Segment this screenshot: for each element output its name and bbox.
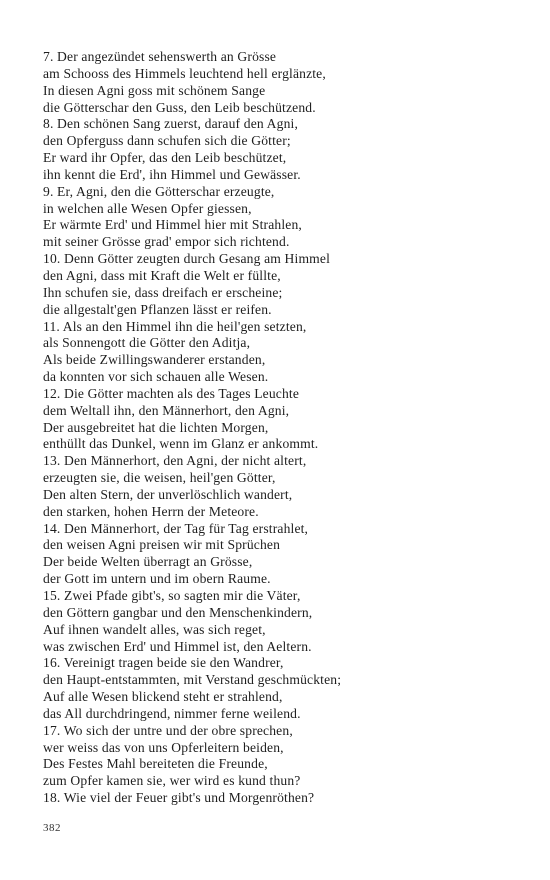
text-line: den Agni, dass mit Kraft die Welt er füllte, [43,267,281,283]
text-line: der Gott im untern und im obern Raume. [43,571,271,587]
text-line: da konnten vor sich schauen alle Wesen. [43,369,269,385]
text-line: mit seiner Grösse grad' empor sich richtend. [43,234,290,250]
poem-text [43,49,513,807]
text-line: den Haupt-entstammten, mit Verstand geschmückten; [43,672,342,688]
text-line: 12. Die Götter machten als des Tages Leuchte [43,385,300,401]
text-line: Auf alle Wesen blickend steht er strahlend, [43,689,283,705]
text-line: Auf ihnen wandelt alles, was sich reget, [43,621,266,637]
text-line: als Sonnengott die Götter den Aditja, [43,335,251,351]
text-line: den Opferguss dann schufen sich die Götter; [43,133,291,149]
text-line: 15. Zwei Pfade gibt's, so sagten mir die Väter, [43,588,301,603]
text-line: Ihn schufen sie, dass dreifach er erscheine; [43,284,283,300]
text-line: am Schooss des Himmels leuchtend hell erglänzte, [43,65,326,81]
text-line: zum Opfer kamen sie, wer wird es kund thun? [43,773,301,789]
text-line: 14. Den Männerhort, der Tag für Tag erstrahlet, [43,520,309,536]
text-line: 7. Der angezündet sehenswerth an Grösse [43,49,277,64]
text-line: Der ausgebreitet hat die lichten Morgen, [43,419,269,435]
text-line: die allgestalt'gen Pflanzen lässt er reifen. [43,301,272,317]
text-line: 18. Wie viel der Feuer gibt's und Morgenröthen? [43,790,315,806]
text-line: In diesen Agni goss mit schönem Sange [43,82,266,98]
text-line: 8. Den schönen Sang zuerst, darauf den Agni, [43,116,298,132]
text-line: ihn kennt die Erd', ihn Himmel und Gewässer. [43,166,301,182]
text-line: den Göttern gangbar und den Menschenkindern, [43,604,313,620]
text-line: Der beide Welten überragt an Grösse, [43,554,253,570]
text-line: Den alten Stern, der unverlöschlich wandert, [43,486,293,502]
text-line: erzeugten sie, die weisen, heil'gen Götter, [43,470,276,486]
text-line: 9. Er, Agni, den die Götterschar erzeugte, [43,183,275,199]
text-line: Er wärmte Erd' und Himmel hier mit Strahlen, [43,217,302,233]
text-line: Als beide Zwillingswanderer erstanden, [43,352,266,368]
text-line: 13. Den Männerhort, den Agni, der nicht altert, [43,453,307,469]
text-line: was zwischen Erd' und Himmel ist, den Aeltern. [43,638,312,654]
text-line: 10. Denn Götter zeugten durch Gesang am Himmel [43,251,330,267]
text-line: das All durchdringend, nimmer ferne weilend. [43,705,301,721]
text-line: Des Festes Mahl bereiteten die Freunde, [43,756,268,772]
text-line: die Götterschar den Guss, den Leib beschützend. [43,99,316,115]
text-line: den starken, hohen Herrn der Meteore. [43,503,259,519]
page-number: 382 [43,822,61,834]
text-line: dem Weltall ihn, den Männerhort, den Agni, [43,402,290,418]
text-line: in welchen alle Wesen Opfer giessen, [43,200,252,216]
text-line: 17. Wo sich der untre und der obre sprechen, [43,722,293,738]
text-line: Er ward ihr Opfer, das den Leib beschützet, [43,150,287,166]
text-line: 16. Vereinigt tragen beide sie den Wandrer, [43,655,284,671]
text-line: 11. Als an den Himmel ihn die heil'gen setzten, [43,318,307,334]
text-line: wer weiss das von uns Opferleitern beiden, [43,739,284,755]
text-line: enthüllt das Dunkel, wenn im Glanz er ankommt. [43,436,319,452]
text-line: den weisen Agni preisen wir mit Sprüchen [43,537,281,553]
